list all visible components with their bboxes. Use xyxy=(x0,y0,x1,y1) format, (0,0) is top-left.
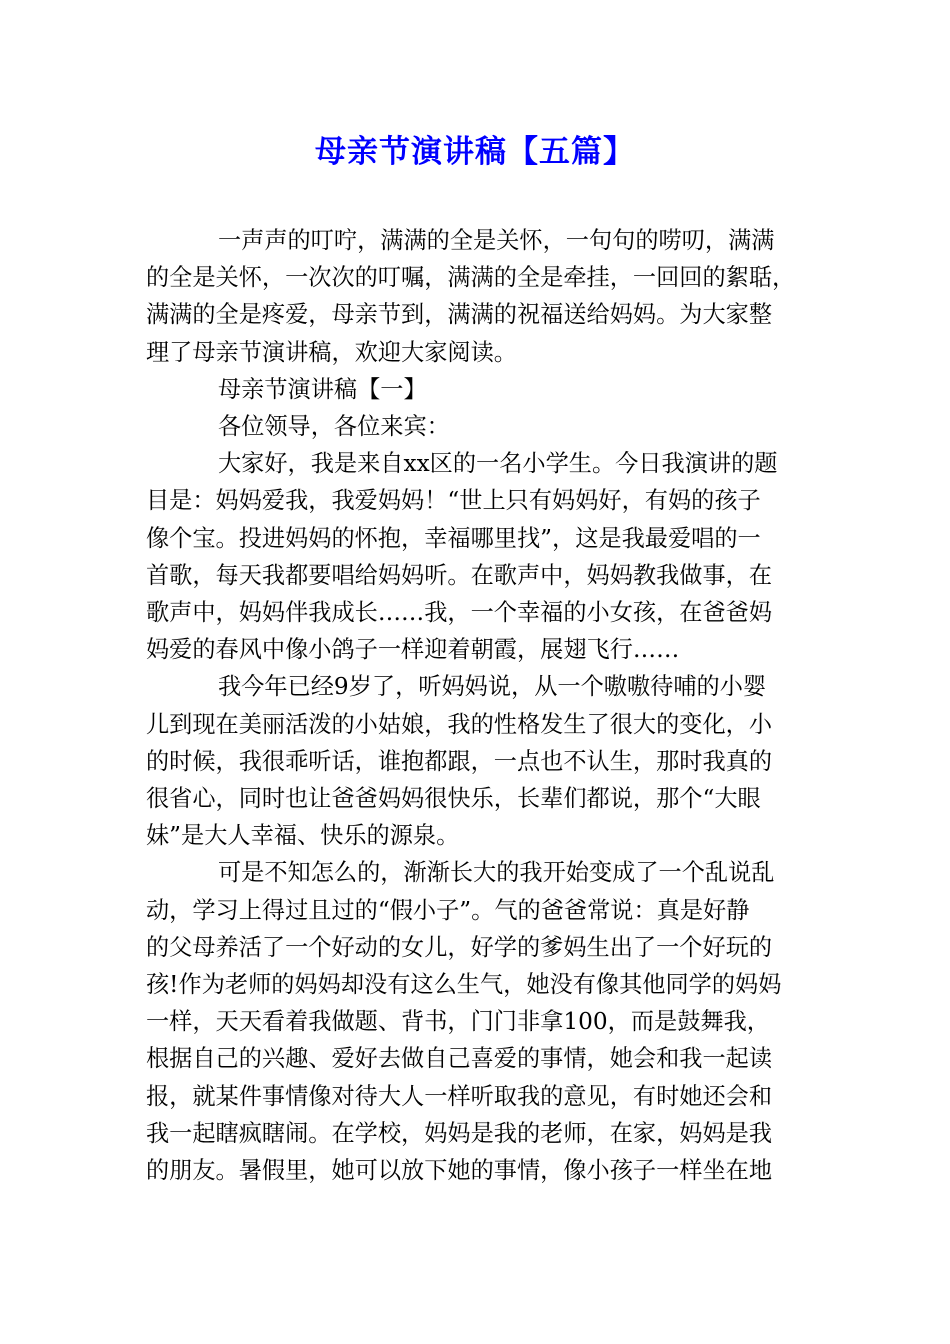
text-line: 我一起瞎疯瞎闹。在学校，妈妈是我的老师，在家，妈妈是我 xyxy=(146,1119,773,1147)
text-line: 满满的全是疼爱，母亲节到，满满的祝福送给妈妈。为大家整 xyxy=(146,301,773,329)
text-line: 目是：妈妈爱我，我爱妈妈！“世上只有妈妈好，有妈的孩子 xyxy=(146,487,761,515)
text-line: 根据自己的兴趣、爱好去做自己喜爱的事情，她会和我一起读 xyxy=(146,1045,773,1073)
text-line: 首歌，每天我都要唱给妈妈听。在歌声中，妈妈教我做事，在 xyxy=(146,561,773,589)
text-line: 各位领导，各位来宾： xyxy=(218,413,450,441)
text-line: 妹”是大人幸福、快乐的源泉。 xyxy=(146,822,460,850)
text-line: 可是不知怎么的，渐渐长大的我开始变成了一个乱说乱 xyxy=(218,859,775,887)
text-line: 的时候，我很乖听话，谁抱都跟，一点也不认生，那时我真的 xyxy=(146,747,773,775)
text-line: 的朋友。暑假里，她可以放下她的事情，像小孩子一样坐在地 xyxy=(146,1157,773,1185)
text-line: 我今年已经9岁了，听妈妈说，从一个嗷嗷待哺的小婴 xyxy=(218,673,767,701)
text-line: 母亲节演讲稿【一】 xyxy=(218,375,427,403)
text-line: 儿到现在美丽活泼的小姑娘，我的性格发生了很大的变化，小 xyxy=(146,710,773,738)
text-line: 一样，天天看着我做题、背书，门门非拿100，而是鼓舞我， xyxy=(146,1008,770,1036)
text-line: 报，就某件事情像对待大人一样听取我的意见，有时她还会和 xyxy=(146,1082,773,1110)
paragraph xyxy=(146,445,806,668)
text-line: 妈爱的春风中像小鸽子一样迎着朝霞，展翅飞行…… xyxy=(146,636,680,664)
text-line: 的父母养活了一个好动的女儿，好学的爹妈生出了一个好玩的 xyxy=(146,933,773,961)
text-line: 孩!作为老师的妈妈却没有这么生气，她没有像其他同学的妈妈 xyxy=(146,971,782,999)
paragraph-salutation xyxy=(146,408,806,445)
text-line: 一声声的叮咛，满满的全是关怀，一句句的唠叨，满满 xyxy=(218,227,775,254)
document-body xyxy=(146,222,806,1189)
paragraph-intro xyxy=(146,222,806,371)
text-line: 歌声中，妈妈伴我成长……我，一个幸福的小女孩，在爸爸妈 xyxy=(146,599,773,627)
text-line: 的全是关怀，一次次的叮嘱，满满的全是牵挂，一回回的絮聒， xyxy=(146,264,796,292)
section-heading xyxy=(146,371,806,408)
paragraph xyxy=(146,854,806,1189)
text-line: 大家好，我是来自xx区的一名小学生。今日我演讲的题 xyxy=(218,450,778,478)
paragraph xyxy=(146,668,806,854)
text-line: 动，学习上得过且过的“假小子”。气的爸爸常说：真是好静 xyxy=(146,896,750,924)
document-title: 母亲节演讲稿【五篇】 xyxy=(315,134,635,170)
text-line: 理了母亲节演讲稿，欢迎大家阅读。 xyxy=(146,338,517,366)
text-line: 像个宝。投进妈妈的怀抱，幸福哪里找”，这是我最爱唱的一 xyxy=(146,524,761,552)
text-line: 很省心，同时也让爸爸妈妈很快乐，长辈们都说，那个“大眼 xyxy=(146,785,761,813)
